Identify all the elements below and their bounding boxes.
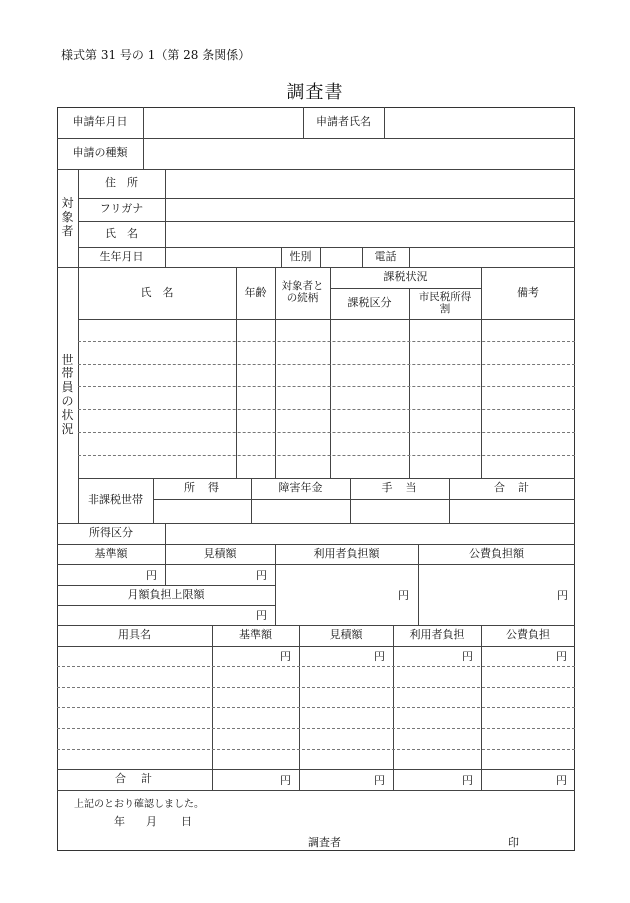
household-remarks-cell[interactable] [482,387,574,408]
household-tax-class-cell[interactable] [331,342,408,363]
household-remarks-cell[interactable] [482,456,574,477]
household-city-tax-cell[interactable] [410,387,480,408]
base-amount-field[interactable] [58,564,157,585]
address-field[interactable] [166,170,574,197]
subject-name-field[interactable] [166,222,574,246]
total-public-burden-field[interactable] [482,769,567,790]
item-user-burden-cell[interactable] [394,666,473,687]
household-remarks-cell[interactable] [482,410,574,431]
disability-pension-header: 障害年金 [278,481,323,495]
household-city-tax-cell[interactable] [410,320,480,340]
item-base-cell[interactable] [213,707,291,728]
item-estimate-cell[interactable] [300,707,385,728]
household-relation-cell[interactable] [276,410,329,431]
item-name-cell[interactable] [58,707,204,728]
household-section-label: 世 帯 員 の 状 況 [61,352,74,436]
household-age-cell[interactable] [237,320,274,340]
household-relation-cell[interactable] [276,456,329,477]
item-user-burden-header: 利用者負担 [409,628,465,642]
yen-unit: 円 [256,568,267,582]
total-user-burden-field[interactable] [394,769,473,790]
household-name-cell[interactable] [79,387,235,408]
item-user-burden-cell[interactable] [394,749,473,769]
item-base-cell[interactable] [213,749,291,769]
household-tax-class-cell[interactable] [331,365,408,385]
form-reference: 様式第 31 号の 1（第 28 条関係） [61,48,251,62]
item-estimate-cell[interactable] [300,666,385,687]
item-name-cell[interactable] [58,728,204,749]
household-city-tax-cell[interactable] [410,342,480,363]
item-public-burden-cell[interactable] [482,728,567,749]
item-estimate-header: 見積額 [329,628,363,642]
item-user-burden-cell[interactable] [394,687,473,707]
item-name-cell[interactable] [58,646,204,666]
household-tax-class-cell[interactable] [331,387,408,408]
item-public-burden-cell[interactable] [482,646,567,666]
household-city-tax-cell[interactable] [410,365,480,385]
birth-date-field[interactable] [166,248,280,266]
household-relation-cell[interactable] [276,342,329,363]
yen-unit: 円 [462,650,473,663]
household-name-cell[interactable] [79,410,235,431]
yen-unit: 円 [557,588,568,602]
investigator-name-field[interactable] [350,830,500,848]
confirmation-text: 上記のとおり確認しました。 [74,799,204,810]
public-burden-field[interactable] [419,565,568,624]
date-year-label: 年 [114,815,125,828]
household-tax-class-cell[interactable] [331,433,408,454]
phone-label: 電話 [374,249,397,263]
household-age-header: 年齢 [244,285,267,299]
investigator-label: 調査者 [308,836,341,849]
item-public-burden-cell[interactable] [482,749,567,769]
allowance-header: 手 当 [381,481,418,495]
income-header: 所 得 [184,481,220,495]
monthly-cap-label: 月額負担上限額 [127,587,205,601]
item-base-cell[interactable] [213,646,291,666]
item-base-cell[interactable] [213,666,291,687]
household-city-tax-cell[interactable] [410,456,480,477]
furigana-field[interactable] [166,199,574,220]
estimate-amount-field[interactable] [166,564,267,585]
household-tax-class-cell[interactable] [331,456,408,477]
household-age-cell[interactable] [237,387,274,408]
income-class-label: 所得区分 [89,526,133,540]
total-base-field[interactable] [213,769,291,790]
item-user-burden-cell[interactable] [394,707,473,728]
item-user-burden-cell[interactable] [394,646,473,666]
total-estimate-field[interactable] [300,769,385,790]
household-remarks-cell[interactable] [482,342,574,363]
yen-unit: 円 [374,650,385,663]
household-relation-cell[interactable] [276,387,329,408]
yen-unit: 円 [556,773,567,787]
household-remarks-cell[interactable] [482,320,574,340]
household-name-cell[interactable] [79,320,235,340]
item-base-header: 基準額 [239,628,272,642]
remarks-header: 備考 [517,285,539,299]
user-burden-field[interactable] [276,565,409,624]
date-day-label: 日 [181,815,192,828]
nontax-household-label: 非課税世帯 [88,493,143,507]
item-base-cell[interactable] [213,728,291,749]
yen-unit: 円 [398,588,409,602]
item-public-burden-cell[interactable] [482,666,567,687]
sex-label: 性別 [289,249,312,263]
household-relation-cell[interactable] [276,433,329,454]
income-field[interactable] [154,500,250,522]
yen-unit: 円 [556,650,567,663]
household-city-tax-cell[interactable] [410,433,480,454]
public-burden-label: 公費負担額 [469,546,524,560]
city-tax-header: 市民税所得割 [418,290,472,315]
monthly-cap-field[interactable] [58,605,267,625]
item-user-burden-cell[interactable] [394,728,473,749]
household-relation-header: 対象者との続柄 [281,280,324,304]
estimate-amount-label: 見積額 [203,546,237,560]
household-remarks-cell[interactable] [482,365,574,385]
household-relation-cell[interactable] [276,365,329,385]
tax-class-header: 課税区分 [347,296,392,310]
item-estimate-cell[interactable] [300,646,385,666]
application-type-label: 申請の種類 [72,146,128,160]
user-burden-label: 利用者負担額 [313,546,380,560]
yen-unit: 円 [280,773,291,787]
item-public-burden-header: 公費負担 [506,628,550,642]
application-date-field[interactable] [144,108,302,137]
income-total-field[interactable] [450,500,574,522]
applicant-name-label: 申請者氏名 [316,115,371,129]
item-name-cell[interactable] [58,687,204,707]
page-title: 調査書 [286,82,344,103]
household-city-tax-cell[interactable] [410,410,480,431]
yen-unit: 円 [374,773,385,787]
subject-name-label: 氏 名 [105,226,138,240]
item-name-header: 用具名 [118,628,151,642]
household-age-cell[interactable] [237,410,274,431]
phone-field[interactable] [410,248,574,266]
base-amount-label: 基準額 [94,546,128,560]
application-date-label: 申請年月日 [72,115,128,129]
household-age-cell[interactable] [237,456,274,477]
household-tax-class-cell[interactable] [331,320,408,340]
item-base-cell[interactable] [213,687,291,707]
items-total-label: 合 計 [115,772,154,786]
subject-section-label: 対 象 者 [61,196,74,238]
household-relation-cell[interactable] [276,320,329,340]
household-age-cell[interactable] [237,342,274,363]
item-name-cell[interactable] [58,666,204,687]
item-estimate-cell[interactable] [300,728,385,749]
yen-unit: 円 [146,568,157,582]
furigana-label: フリガナ [99,202,144,216]
income-class-field[interactable] [166,524,574,543]
sex-field[interactable] [321,248,361,266]
item-public-burden-cell[interactable] [482,707,567,728]
yen-unit: 円 [462,773,473,787]
seal-label: 印 [508,836,519,849]
item-name-cell[interactable] [58,749,204,769]
item-public-burden-cell[interactable] [482,687,567,707]
income-total-header: 合 計 [494,481,530,495]
address-label: 住 所 [105,176,138,190]
applicant-name-field[interactable] [385,108,574,137]
household-name-cell[interactable] [79,456,235,477]
household-name-cell[interactable] [79,433,235,454]
birth-date-label: 生年月日 [99,249,144,263]
date-month-label: 月 [146,815,157,828]
item-estimate-cell[interactable] [300,749,385,769]
allowance-field[interactable] [351,500,448,522]
household-age-cell[interactable] [237,365,274,385]
household-name-cell[interactable] [79,342,235,363]
household-name-header: 氏 名 [140,285,174,299]
yen-unit: 円 [280,650,291,663]
item-estimate-cell[interactable] [300,687,385,707]
household-tax-class-cell[interactable] [331,410,408,431]
household-age-cell[interactable] [237,433,274,454]
application-type-field[interactable] [144,139,574,168]
household-name-cell[interactable] [79,365,235,385]
disability-pension-field[interactable] [252,500,349,522]
yen-unit: 円 [256,609,267,622]
household-remarks-cell[interactable] [482,433,574,454]
tax-status-header: 課税状況 [383,270,428,284]
